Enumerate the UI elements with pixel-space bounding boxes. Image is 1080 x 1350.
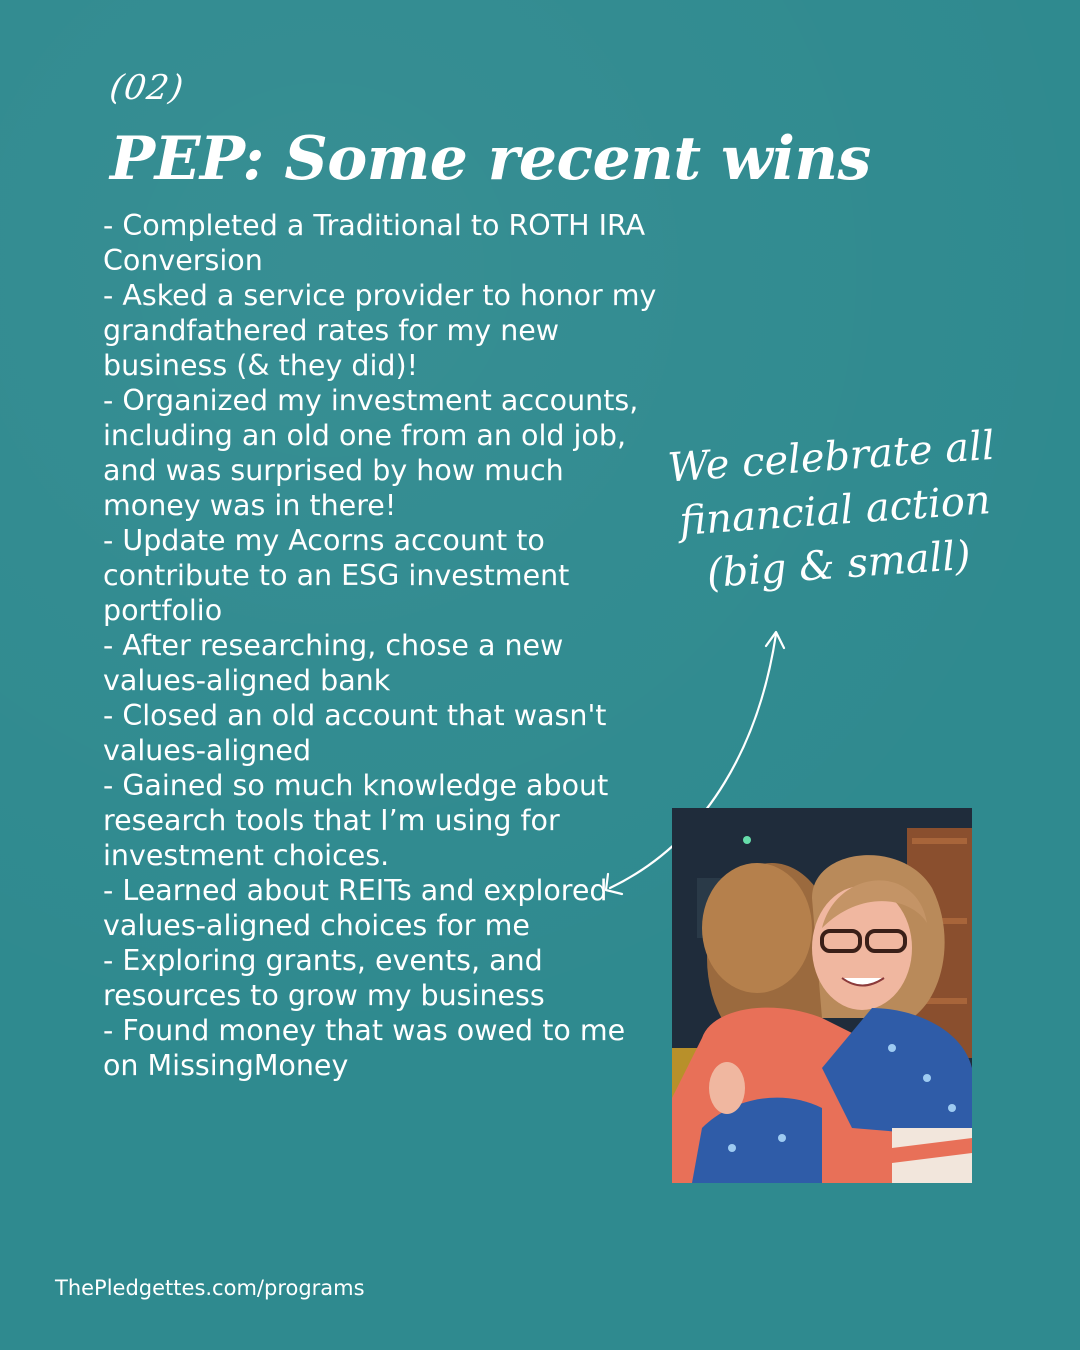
list-item: - Learned about REITs and explored values-aligned choices for me: [103, 874, 608, 942]
footer-link[interactable]: ThePledgettes.com/programs: [55, 1276, 365, 1300]
list-item: - After researching, chose a new values-aligned bank: [103, 629, 564, 697]
list-item: - Gained so much knowledge about research tools that I’m using for investment choices.: [103, 769, 609, 872]
wins-list: [103, 208, 663, 1083]
list-item: - Asked a service provider to honor my grandfathered rates for my new business (& they did)!: [103, 279, 657, 382]
slide-number: (02): [107, 68, 187, 108]
list-item: - Found money that was owed to me on MissingMoney: [103, 1014, 626, 1082]
list-item: - Completed a Traditional to ROTH IRA Conversion: [103, 209, 646, 277]
list-item: - Organized my investment accounts, including an old one from an old job, and was surprised by how much money was in there!: [103, 384, 639, 522]
hug-photo: [672, 808, 972, 1183]
list-item: - Closed an old account that wasn't values-aligned: [103, 699, 607, 767]
page-title: PEP: Some recent wins: [110, 124, 871, 194]
list-item: - Exploring grants, events, and resources to grow my business: [103, 944, 545, 1012]
list-item: - Update my Acorns account to contribute to an ESG investment portfolio: [103, 524, 570, 627]
callout-text: We celebrate all financial action (big & small): [666, 422, 997, 598]
